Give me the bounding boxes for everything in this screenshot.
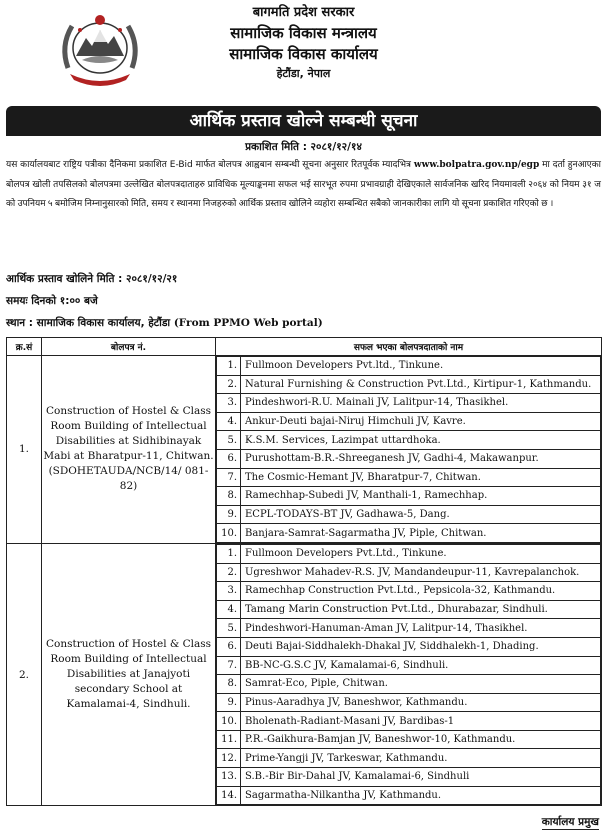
list-item: [217, 768, 601, 787]
bidder-number: 5.: [217, 619, 241, 638]
bidder-number: 9.: [217, 505, 241, 524]
header: [0, 4, 607, 82]
body-part-1: यस कार्यालयबाट राष्ट्रिय पत्रीका दैनिकमा प्रकाशित E-Bid मार्फत बोलपत्र आह्वबान सम्बन्धी सूचना अनुसार रितपूर्वक म्यादभित्र: [6, 160, 414, 170]
bidder-name: Tamang Marin Construction Pvt.Ltd., Dhurabazar, Sindhuli.: [241, 600, 601, 619]
project-description: Construction of Hostel & Class Room Building of Intellectual Disabilities at Janajyoti secondary School at Kamalamai-4, Sindhuli.: [42, 543, 216, 805]
bidder-name: Samrat-Eco, Piple, Chitwan.: [241, 675, 601, 694]
list-item: [217, 619, 601, 638]
bidders-list: [216, 544, 601, 805]
bidder-number: 1.: [217, 357, 241, 376]
bidder-name: Pindeshwori-R.U. Mainali JV, Lalitpur-14, Thasikhel.: [241, 394, 601, 413]
bidders-table: [6, 337, 602, 806]
bidder-name: The Cosmic-Hemant JV, Bharatpur-7, Chitwan.: [241, 468, 601, 487]
row-serial-number: 1.: [7, 356, 42, 544]
bidders-cell: [216, 543, 602, 805]
bidder-name: K.S.M. Services, Lazimpat uttardhoka.: [241, 431, 601, 450]
place-portal: (From PPMO Web portal): [173, 317, 323, 329]
bidder-number: 2.: [217, 563, 241, 582]
bidder-name: S.B.-Bir Bir-Dahal JV, Kamalamai-6, Sindhuli: [241, 768, 601, 787]
bidder-name: Pinus-Aaradhya JV, Baneshwor, Kathmandu.: [241, 693, 601, 712]
bidder-number: 4.: [217, 412, 241, 431]
bidder-number: 5.: [217, 431, 241, 450]
list-item: [217, 656, 601, 675]
list-item: [217, 412, 601, 431]
list-item: [217, 693, 601, 712]
bidder-name: Purushottam-B.R.-Shreeganesh JV, Gadhi-4, Makawanpur.: [241, 449, 601, 468]
table-row: [7, 543, 602, 805]
list-item: [217, 505, 601, 524]
office-chief-signature-label: कार्यालय प्रमुख: [541, 816, 599, 828]
list-item: [217, 468, 601, 487]
bidder-number: 6.: [217, 637, 241, 656]
bidder-number: 14.: [217, 786, 241, 805]
bidder-name: Ankur-Deuti bajai-Niruj Himchuli JV, Kavre.: [241, 412, 601, 431]
office-address: हेटौंडा, नेपाल: [276, 67, 331, 80]
bidder-number: 6.: [217, 449, 241, 468]
list-item: [217, 375, 601, 394]
place-label: स्थान : सामाजिक विकास कार्यालय, हेटौंडा: [6, 317, 171, 329]
bidder-name: Bholenath-Radiant-Masani JV, Bardibas-1: [241, 712, 601, 731]
col-header-bid-no: बोलपत्र नं.: [42, 338, 216, 356]
bidder-number: 11.: [217, 730, 241, 749]
bidder-name: Natural Furnishing & Construction Pvt.Ltd., Kirtipur-1, Kathmandu.: [241, 375, 601, 394]
opening-place: [6, 316, 601, 330]
bidder-name: Fullmoon Developers Pvt.ltd., Tinkune.: [241, 357, 601, 376]
bolpatra-url-link[interactable]: www.bolpatra.gov.np/egp: [413, 160, 540, 170]
bidder-name: P.R.-Gaikhura-Bamjan JV, Baneshwor-10, Kathmandu.: [241, 730, 601, 749]
project-description: Construction of Hostel & Class Room Building of Intellectual Disabilities at Sidhibinayak Mabi at Bharatpur-11, Chitwan. (SDOHETAUDA/NCB/14/ 081-82): [42, 356, 216, 544]
list-item: [217, 786, 601, 805]
bidder-name: BB-NC-G.S.C JV, Kamalamai-6, Sindhuli.: [241, 656, 601, 675]
list-item: [217, 394, 601, 413]
bidder-name: ECPL-TODAYS-BT JV, Gadhawa-5, Dang.: [241, 505, 601, 524]
list-item: [217, 544, 601, 563]
notice-body: [6, 156, 601, 215]
list-item: [217, 487, 601, 506]
bidder-number: 7.: [217, 656, 241, 675]
bidders-list: [216, 356, 601, 543]
ministry-name: सामाजिक विकास मन्त्रालय: [230, 24, 377, 42]
opening-time: समयः दिनको १:०० बजे: [6, 295, 98, 307]
list-item: [217, 563, 601, 582]
col-header-sn: क्र.सं: [7, 338, 42, 356]
opening-date: आर्थिक प्रस्ताव खोलिने मिति : २०८१/१२/२१: [6, 273, 178, 285]
list-item: [217, 637, 601, 656]
bidder-name: Ramechhap-Subedi JV, Manthali-1, Ramechhap.: [241, 487, 601, 506]
list-item: [217, 712, 601, 731]
row-serial-number: 2.: [7, 543, 42, 805]
table-row: [7, 356, 602, 544]
bidder-number: 9.: [217, 693, 241, 712]
bidder-number: 2.: [217, 375, 241, 394]
bidder-number: 10.: [217, 524, 241, 543]
bidder-number: 8.: [217, 675, 241, 694]
list-item: [217, 582, 601, 601]
list-item: [217, 675, 601, 694]
office-name: सामाजिक विकास कार्यालय: [229, 45, 378, 63]
list-item: [217, 730, 601, 749]
published-date: प्रकाशित मिति : २०८१/१२/१४: [245, 141, 362, 153]
body-part-2: मा दर्ता हुनआएका बोलपत्र खोली तपसिलको बोलपत्रमा उल्लेखित बोलपत्रदाताहरु प्राविधिक मूल्याङ्कनमा सफल भई सारभूत रुपमा प्रभावग्राही देखिएकाले सार्वजनिक खरिद नियमावली २०६४ को नियम ३१ ज को उपनियम ५ बमोजिम निम्नानुसारको मिति, समय र स्थानमा निजहरुको आर्थिक प्रस्ताव खोलिने व्यहोरा सम्बन्धित सबैको जानकारीका लागि यो सूचना प्रकाशित गरिएको छ ।: [6, 160, 602, 209]
table-header-row: [7, 338, 602, 356]
col-header-bidder-name: सफल भएका बोलपत्रदाताको नाम: [216, 338, 602, 356]
bidder-number: 7.: [217, 468, 241, 487]
bidder-name: Banjara-Samrat-Sagarmatha JV, Piple, Chitwan.: [241, 524, 601, 543]
list-item: [217, 431, 601, 450]
bidder-number: 13.: [217, 768, 241, 787]
bidder-name: Fullmoon Developers Pvt.Ltd., Tinkune.: [241, 544, 601, 563]
notice-title-banner: आर्थिक प्रस्ताव खोल्ने सम्बन्धी सूचना: [6, 106, 601, 136]
bidder-number: 3.: [217, 582, 241, 601]
bidder-name: Pindeshwori-Hanuman-Aman JV, Lalitpur-14, Thasikhel.: [241, 619, 601, 638]
bidder-name: Ramechhap Construction Pvt.Ltd., Pepsicola-32, Kathmandu.: [241, 582, 601, 601]
list-item: [217, 749, 601, 768]
bidder-number: 12.: [217, 749, 241, 768]
bidder-number: 3.: [217, 394, 241, 413]
bidders-cell: [216, 356, 602, 544]
list-item: [217, 449, 601, 468]
bidder-name: Prime-Yangji JV, Tarkeswar, Kathmandu.: [241, 749, 601, 768]
bidder-number: 4.: [217, 600, 241, 619]
government-name: बागमति प्रदेश सरकार: [252, 5, 355, 20]
bidder-number: 8.: [217, 487, 241, 506]
bidder-number: 1.: [217, 544, 241, 563]
list-item: [217, 357, 601, 376]
bidder-name: Ugreshwor Mahadev-R.S. JV, Mandandeupur-11, Kavrepalanchok.: [241, 563, 601, 582]
bidder-number: 10.: [217, 712, 241, 731]
list-item: [217, 524, 601, 543]
bidder-name: Deuti Bajai-Siddhalekh-Dhakal JV, Siddhalekh-1, Dhading.: [241, 637, 601, 656]
bidder-name: Sagarmatha-Nilkantha JV, Kathmandu.: [241, 786, 601, 805]
list-item: [217, 600, 601, 619]
